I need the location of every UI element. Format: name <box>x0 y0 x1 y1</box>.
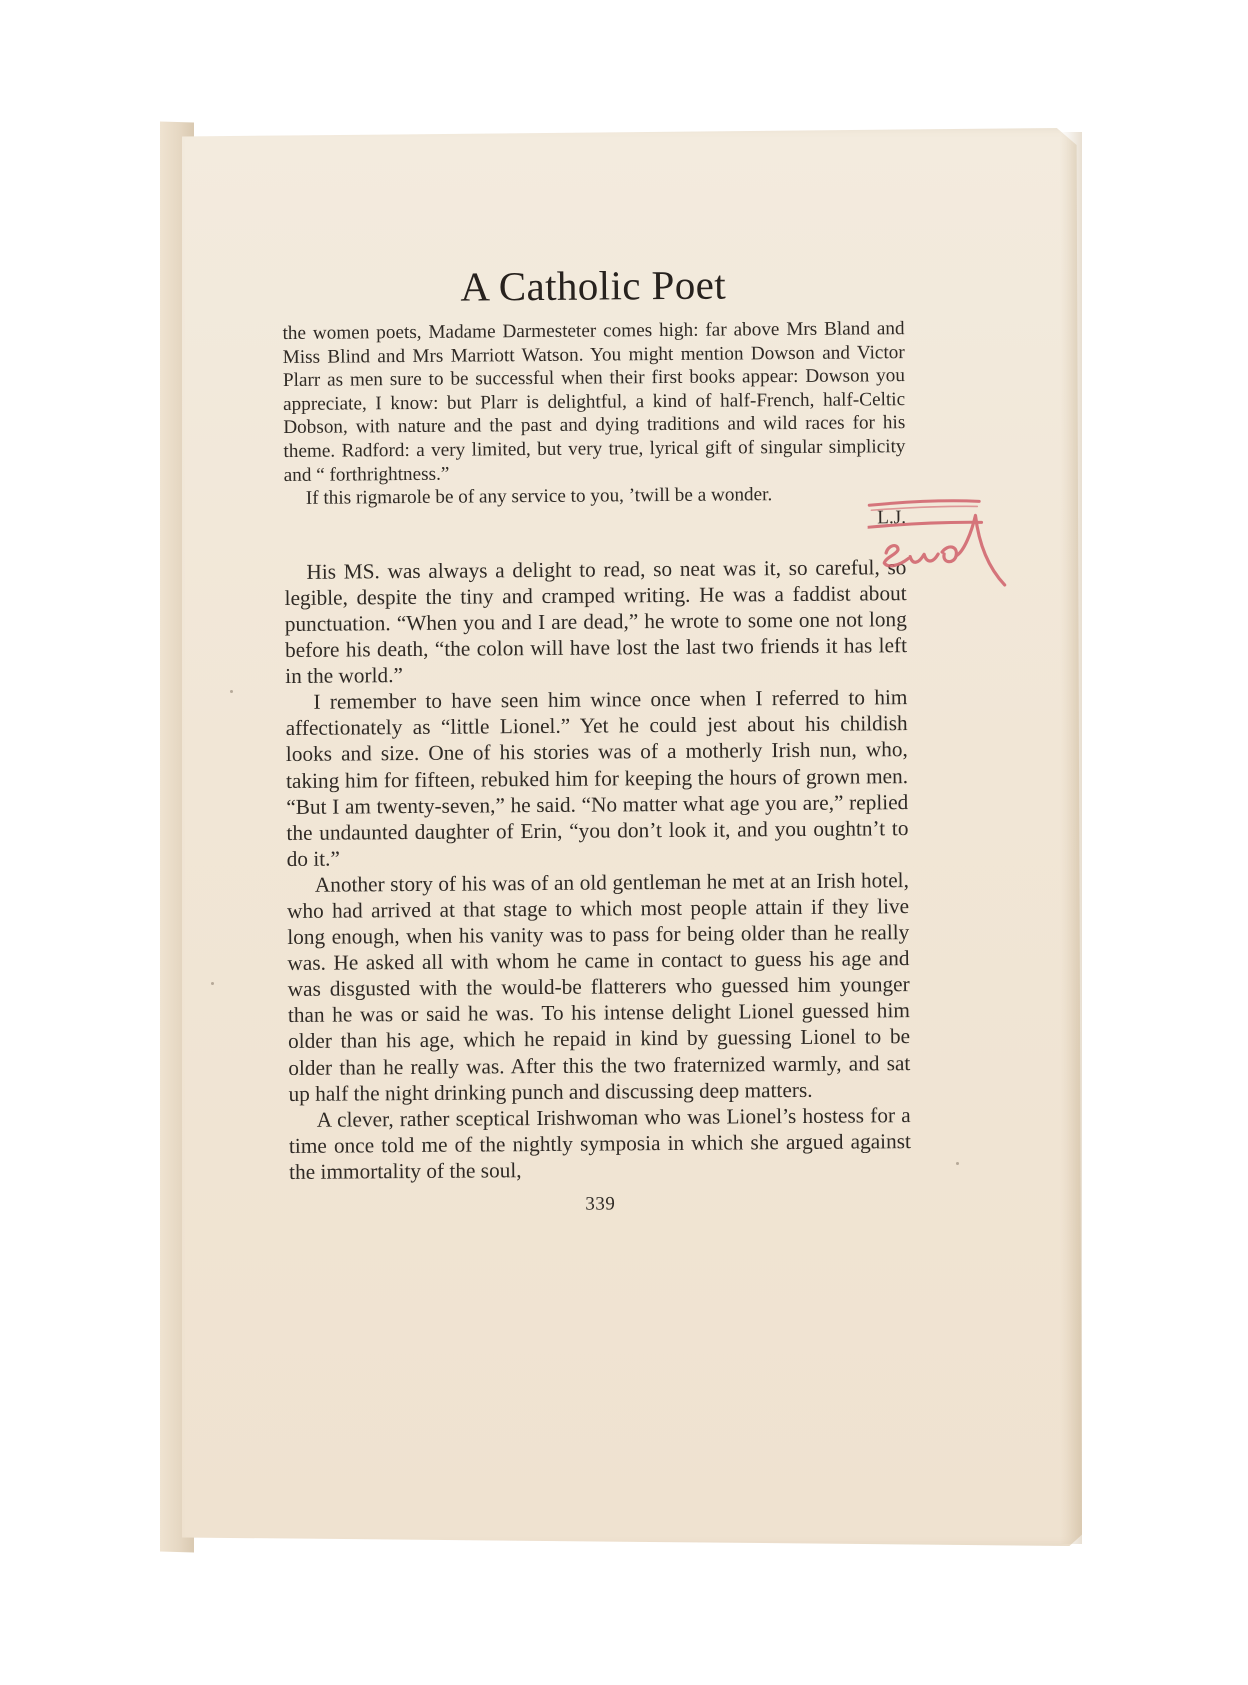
page-text <box>282 259 911 1219</box>
running-title: A Catholic Poet <box>460 261 727 310</box>
pencil-annotation-icon <box>867 491 1019 604</box>
paper-speck <box>956 1162 959 1165</box>
paper-speck <box>211 982 214 985</box>
quoted-letter <box>282 317 905 511</box>
paper-speck <box>230 690 233 693</box>
handwritten-end-mark <box>867 491 1019 604</box>
body-paragraph: I remember to have seen him wince once when I referred to him affectionately as “little Lionel.” Yet he could jest about his childish looks and size. One of his stories was of a motherly Irish nun, who, taking him for fifteen, rebuked him for keeping the hours of grown men. “But I am twenty-seven,” he said. “No matter what age you are,” replied the undaunted daughter of Erin, “you don’t look it, and you oughtn’t to do it.” <box>285 685 909 871</box>
body-paragraph: His MS. was always a delight to read, so neat was it, so careful, so legible, despite the tiny and cramped writing. He was a faddist about punctuation. “When you and I are dead,” he wrote to some one not long before his death, “the colon will have lost the last two friends it has left in the world.” <box>284 554 908 689</box>
body-text <box>284 554 911 1185</box>
body-paragraph: Another story of his was of an old gentleman he met at an Irish hotel, who had arrived at that stage to which most people attain if they live long enough, when his vanity was to pass for being older than he really was. He asked all with whom he came in contact to guess his age and was disgusted with the would-be flatterers who guessed him younger than he was or said he was. To his intense delight Lionel guessed him older than his age, which he repaid in kind by guessing Lionel to be older than he really was. After this the two fraternized warmly, and sat up half the night drinking punch and discussing deep matters. <box>286 867 911 1106</box>
letter-signature: L.J. <box>877 506 907 529</box>
letter-paragraph: the women poets, Madame Darmesteter comes high: far above Mrs Bland and Miss Blind and Mrs Marriott Watson. You might mention Dowson and Victor Plarr as men sure to be successful when their first books appear: Dowson you appreciate, I know: but Plarr is delightful, a kind of half-French, half-Celtic Dobson, with nature and the past and dying traditions and wild races for his theme. Radford: a very limited, but very true, lyrical gift of singular simplicity and “ forthrightness.” <box>282 318 906 486</box>
body-paragraph: A clever, rather sceptical Irishwoman who was Lionel’s hostess for a time once told me of the nightly symposia in which she argued against the immortality of the soul, <box>288 1102 912 1184</box>
page-number: 339 <box>585 1193 616 1215</box>
letter-paragraph: If this rigmarole be of any service to you, ’twill be a wonder. <box>305 484 773 509</box>
